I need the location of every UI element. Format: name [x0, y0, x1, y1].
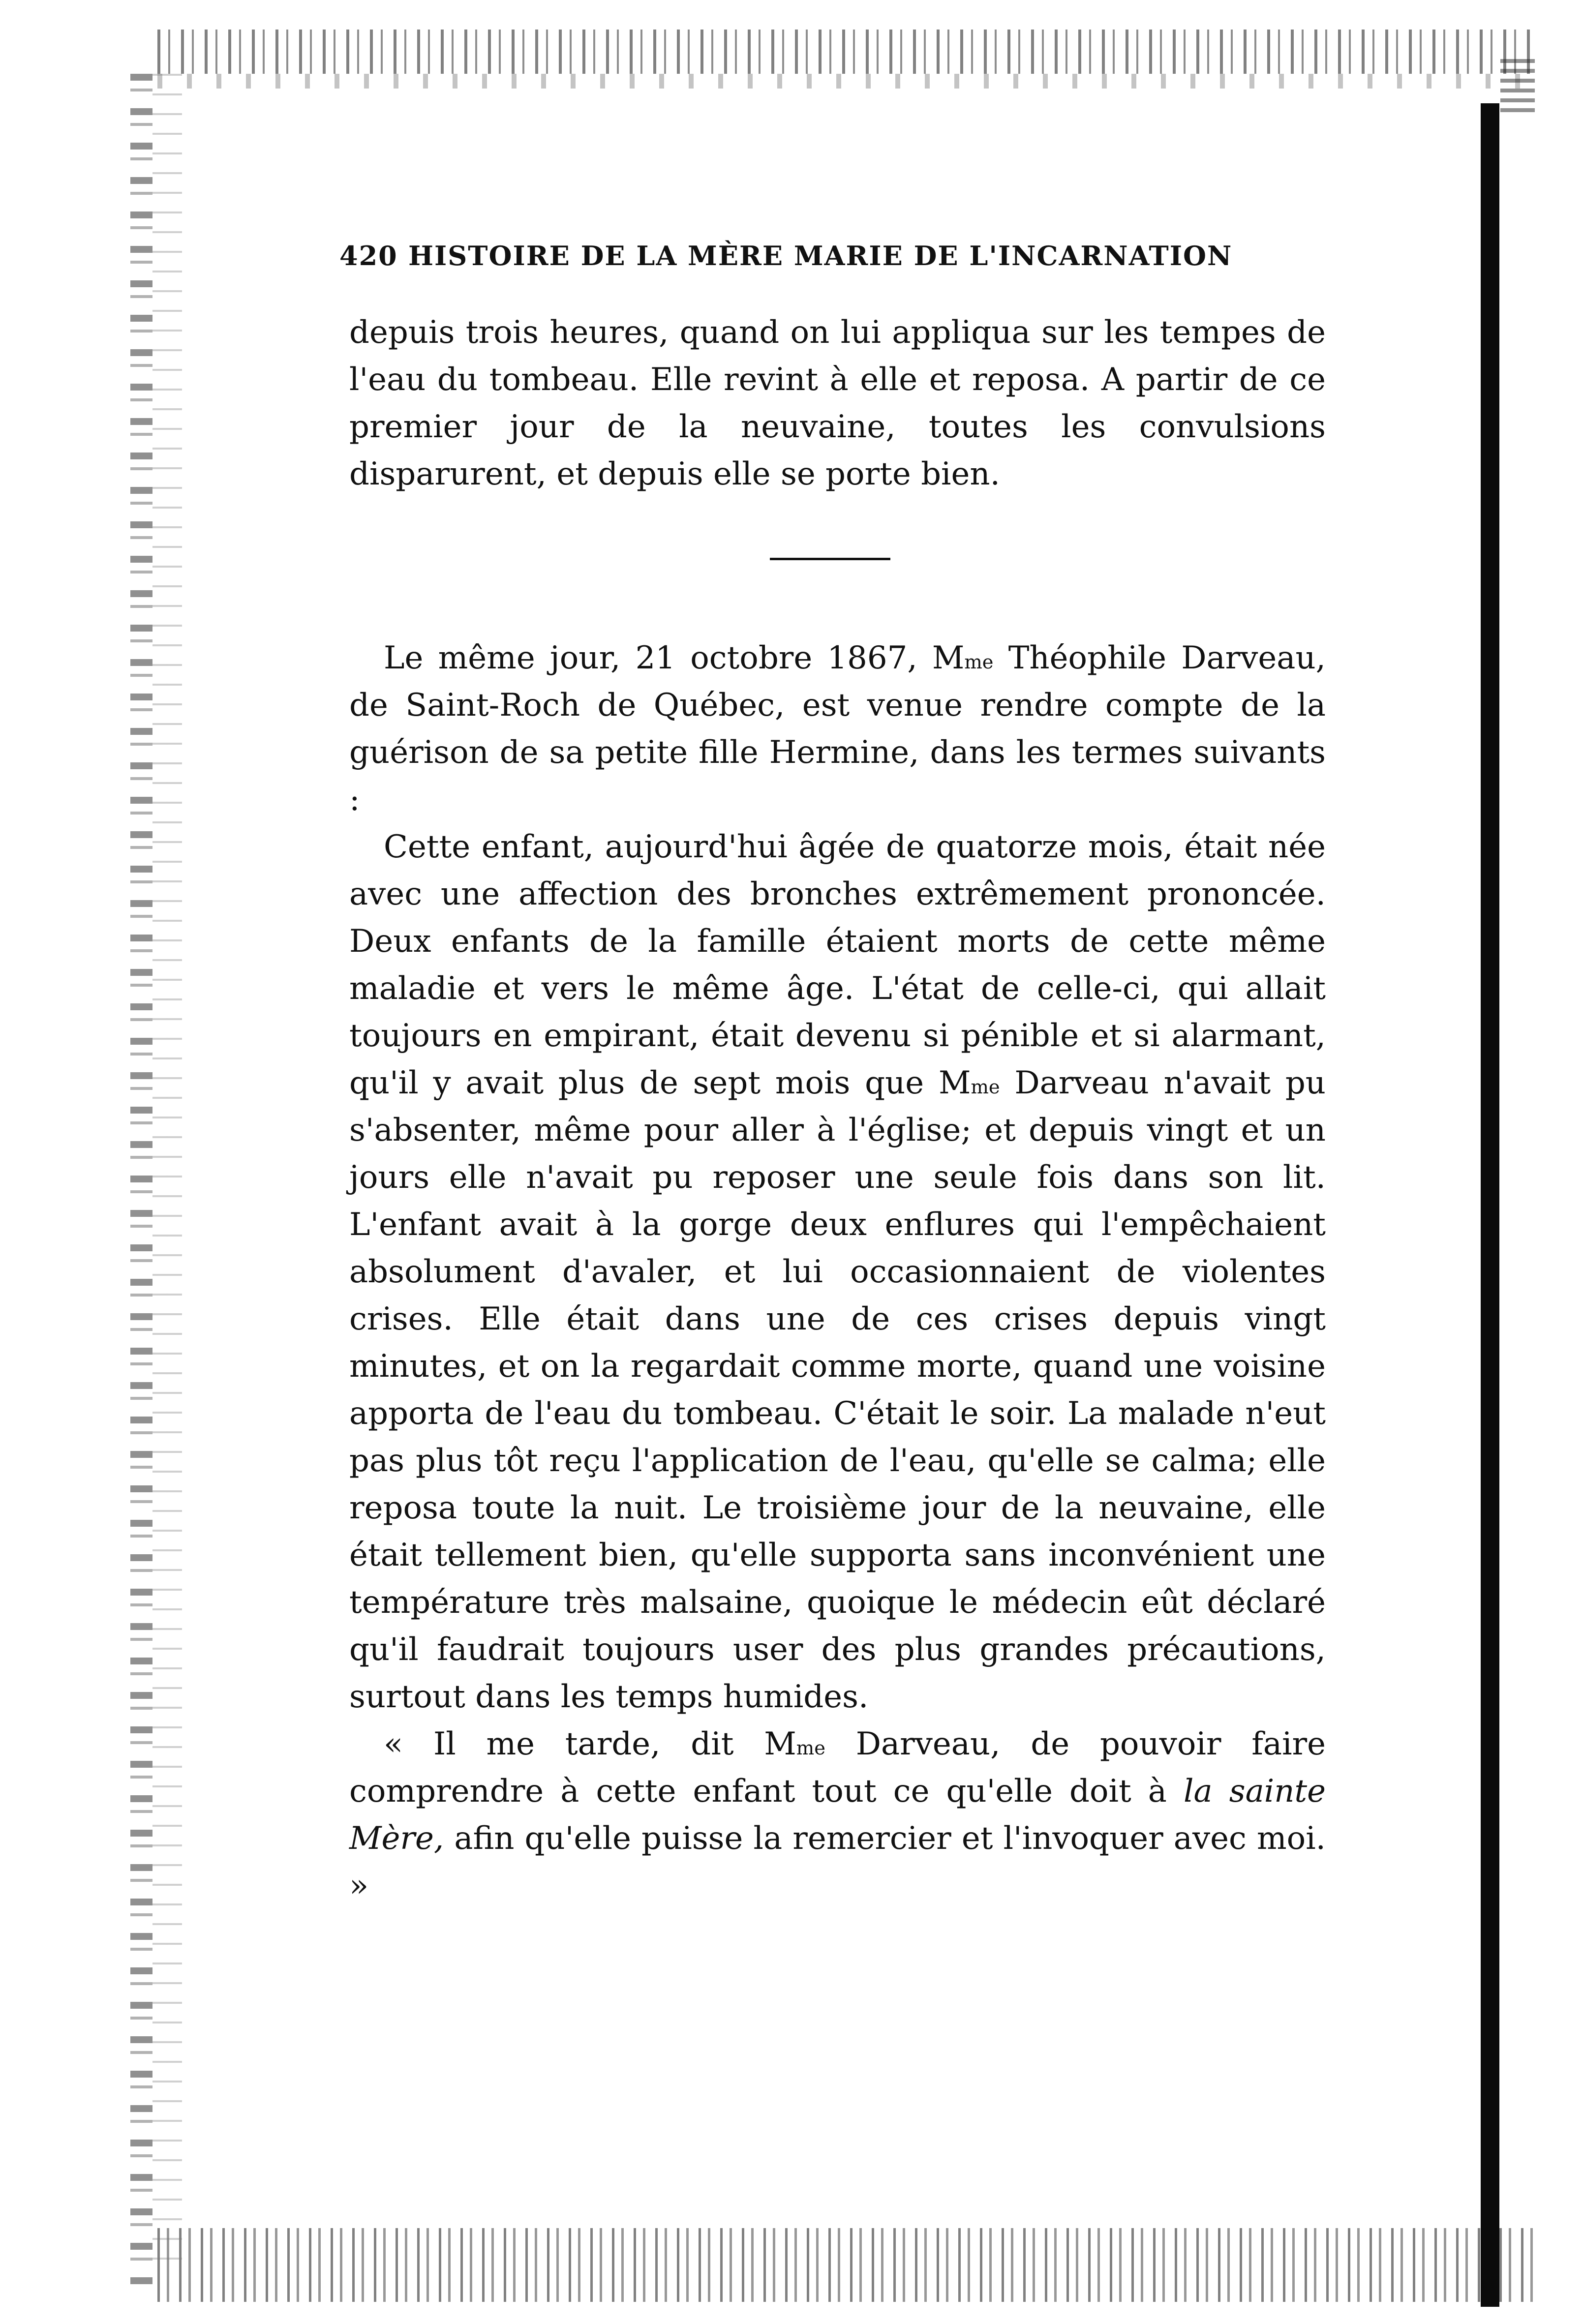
paragraph-account — [349, 823, 1326, 1720]
text-run: Darveau n'avait pu s'absenter, même pour aller à l'église; et depuis vingt et un jours elle n'avait pu reposer une seule fois dans son lit. L'enfant avait à la gorge deux enflures qui l'empêchaient absolument d'avaler, et lui occasionnaient de violentes crises. Elle était dans une de ces crises depuis vingt minutes, et on la regardait comme morte, quand une voisine apporta de l'eau du tombeau. C'était le soir. La malade n'eut pas plus tôt reçu l'application de l'eau, qu'elle se calma; elle reposa toute la nuit. Le troisième jour de la neuvaine, elle était tellement bien, qu'elle supporta sans inconvénient une température très malsaine, quoique le médecin eût déclaré qu'il faudrait toujours user des plus grandes précautions, surtout dans les temps humides. — [349, 1065, 1326, 1715]
superscript: me — [964, 651, 994, 673]
scan-edge-left — [130, 74, 152, 2287]
text-run: « Il me tarde, dit M — [384, 1726, 796, 1762]
italic-run: la sainte Mère, — [349, 1773, 1326, 1857]
scan-edge-top-speckle — [157, 74, 1525, 89]
text-block-main — [349, 634, 1326, 1909]
scan-edge-right-corner — [1500, 59, 1535, 113]
paragraph-continued: depuis trois heures, quand on lui appliqua sur les tempes de l'eau du tombeau. Elle revint à elle et reposa. A partir de ce premier jour de la neuvaine, toutes les convulsions disparurent, et depuis elle se porte bien. — [349, 314, 1326, 492]
text-run: Cette enfant, aujourd'hui âgée de quatorze mois, était née avec une affection des bronches extrêmement prononcée. Deux enfants de la famille étaient morts de cette même maladie et vers le même âge. L'état de celle-ci, qui allait toujours en empirant, était devenu si pénible et si alarmant, qu'il y avait plus de sept mois que M — [349, 829, 1326, 1101]
running-head — [339, 240, 1313, 270]
paragraph-quote — [349, 1720, 1326, 1909]
running-title: HISTOIRE DE LA MÈRE MARIE DE L'INCARNATION — [408, 240, 1233, 272]
text-run: afin qu'elle puisse la remercier et l'invoquer avec moi. » — [349, 1820, 1326, 1904]
text-block-top — [349, 309, 1326, 498]
scan-edge-right-shadow — [1481, 103, 1499, 2307]
text-run: Théophile Darveau, de Saint-Roch de Québec, est venue rendre compte de la guérison de sa petite fille Hermine, dans les termes suivants : — [349, 640, 1326, 818]
superscript: me — [796, 1737, 825, 1759]
scan-edge-left-speckle — [152, 74, 182, 2263]
superscript: me — [971, 1076, 1000, 1098]
text-run: Darveau, de pouvoir faire comprendre à cette enfant tout ce qu'elle doit à — [349, 1726, 1326, 1810]
text-run: Le même jour, 21 octobre 1867, M — [384, 640, 965, 676]
section-divider-rule — [770, 558, 890, 560]
scan-edge-top — [157, 30, 1535, 74]
paragraph-intro — [349, 634, 1326, 823]
scan-edge-bottom — [157, 2228, 1535, 2302]
page-number: 420 — [339, 240, 398, 272]
